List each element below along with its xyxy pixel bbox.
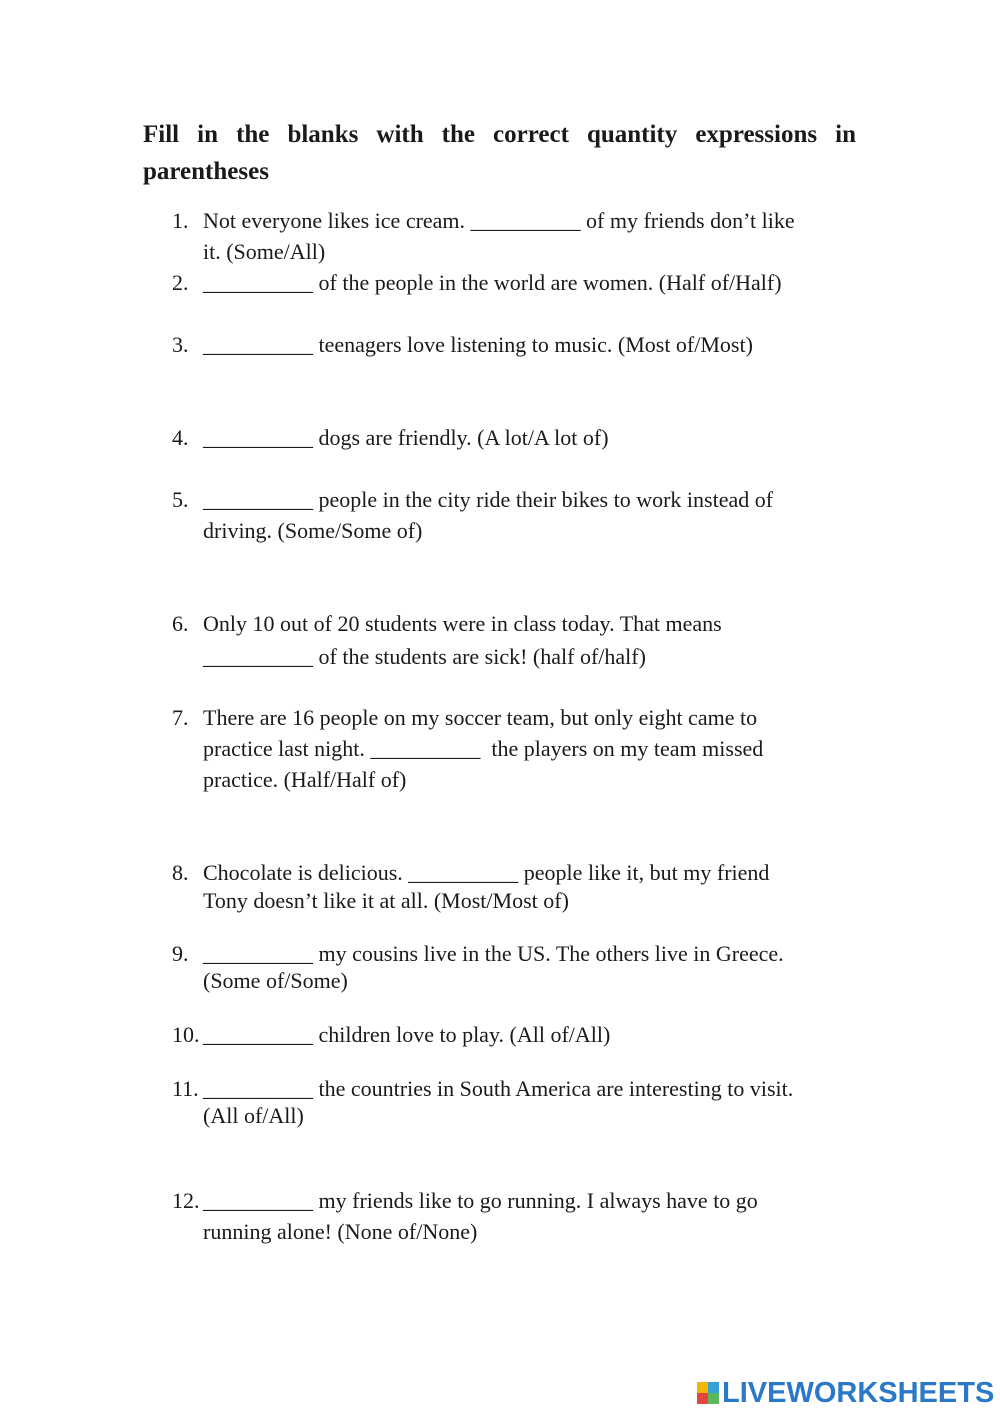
- question-text: __________ my cousins live in the US. The others live in Greece.: [203, 941, 784, 966]
- question-text-continued: Tony doesn’t like it at all. (Most/Most of): [203, 888, 569, 913]
- question-text: __________ teenagers love listening to music. (Most of/Most): [203, 332, 753, 357]
- answer-blank[interactable]: __________: [203, 1076, 313, 1101]
- answer-blank[interactable]: __________: [203, 487, 313, 512]
- icon-square: [697, 1382, 708, 1393]
- question-text-continued: running alone! (None of/None): [203, 1219, 478, 1244]
- question-4: [172, 422, 862, 453]
- answer-blank[interactable]: __________: [370, 736, 481, 761]
- question-number: 7.: [172, 705, 189, 730]
- liveworksheets-logo[interactable]: [697, 1375, 994, 1411]
- logo-text: LIVEWORKSHEETS: [722, 1377, 995, 1409]
- question-number: 12.: [172, 1188, 200, 1213]
- question-text-continued: (Some of/Some): [203, 968, 348, 993]
- answer-blank[interactable]: __________: [203, 270, 313, 295]
- question-text: __________ my friends like to go running. I always have to go: [203, 1188, 758, 1213]
- question-11: [172, 1073, 862, 1131]
- question-number: 11.: [172, 1076, 199, 1101]
- question-3: [172, 329, 862, 360]
- answer-blank[interactable]: __________: [203, 1022, 313, 1047]
- answer-blank[interactable]: __________: [408, 860, 519, 885]
- question-8: [172, 857, 862, 916]
- liveworksheets-icon: [697, 1382, 719, 1404]
- question-number: 8.: [172, 860, 189, 885]
- question-text-continued: __________ of the students are sick! (half of/half): [203, 644, 646, 669]
- question-7: [172, 702, 862, 795]
- question-text-continued: practice. (Half/Half of): [203, 767, 407, 792]
- question-text: There are 16 people on my soccer team, but only eight came to: [203, 705, 758, 730]
- answer-blank[interactable]: __________: [203, 332, 313, 357]
- question-2: [172, 267, 862, 298]
- question-number: 9.: [172, 941, 189, 966]
- question-1: [172, 205, 862, 267]
- question-5: [172, 484, 862, 546]
- question-number: 2.: [172, 270, 189, 295]
- icon-square: [708, 1393, 719, 1404]
- question-number: 4.: [172, 425, 189, 450]
- question-text: Only 10 out of 20 students were in class today. That means: [203, 611, 722, 636]
- question-text-continued: driving. (Some/Some of): [203, 518, 423, 543]
- worksheet-title: Fill in the blanks with the correct quantity expressions in parentheses: [143, 121, 856, 185]
- question-text: __________ of the people in the world are women. (Half of/Half): [203, 270, 782, 295]
- answer-blank[interactable]: __________: [470, 208, 581, 233]
- question-text: Chocolate is delicious. __________ people like it, but my friend: [203, 860, 770, 885]
- question-12: [172, 1185, 862, 1247]
- question-number: 10.: [172, 1022, 200, 1047]
- question-10: [172, 1019, 862, 1050]
- question-text: Not everyone likes ice cream. __________ of my friends don’t like: [203, 208, 795, 233]
- question-text: __________ children love to play. (All of/All): [203, 1022, 611, 1047]
- question-text: __________ people in the city ride their bikes to work instead of: [203, 487, 774, 512]
- question-number: 5.: [172, 487, 189, 512]
- icon-square: [697, 1393, 708, 1404]
- answer-blank[interactable]: __________: [203, 644, 313, 669]
- question-9: [172, 938, 862, 996]
- question-number: 3.: [172, 332, 189, 357]
- question-text: __________ the countries in South America are interesting to visit.: [203, 1076, 794, 1101]
- question-number: 1.: [172, 208, 189, 233]
- question-text-continued: (All of/All): [203, 1103, 304, 1128]
- question-6: [172, 608, 862, 672]
- question-text-continued: it. (Some/All): [203, 239, 326, 264]
- question-text: __________ dogs are friendly. (A lot/A lot of): [203, 425, 609, 450]
- answer-blank[interactable]: __________: [203, 941, 313, 966]
- icon-square: [708, 1382, 719, 1393]
- question-text-continued: practice last night. __________ the players on my team missed: [203, 736, 764, 761]
- question-number: 6.: [172, 611, 189, 636]
- answer-blank[interactable]: __________: [203, 425, 313, 450]
- answer-blank[interactable]: __________: [203, 1188, 313, 1213]
